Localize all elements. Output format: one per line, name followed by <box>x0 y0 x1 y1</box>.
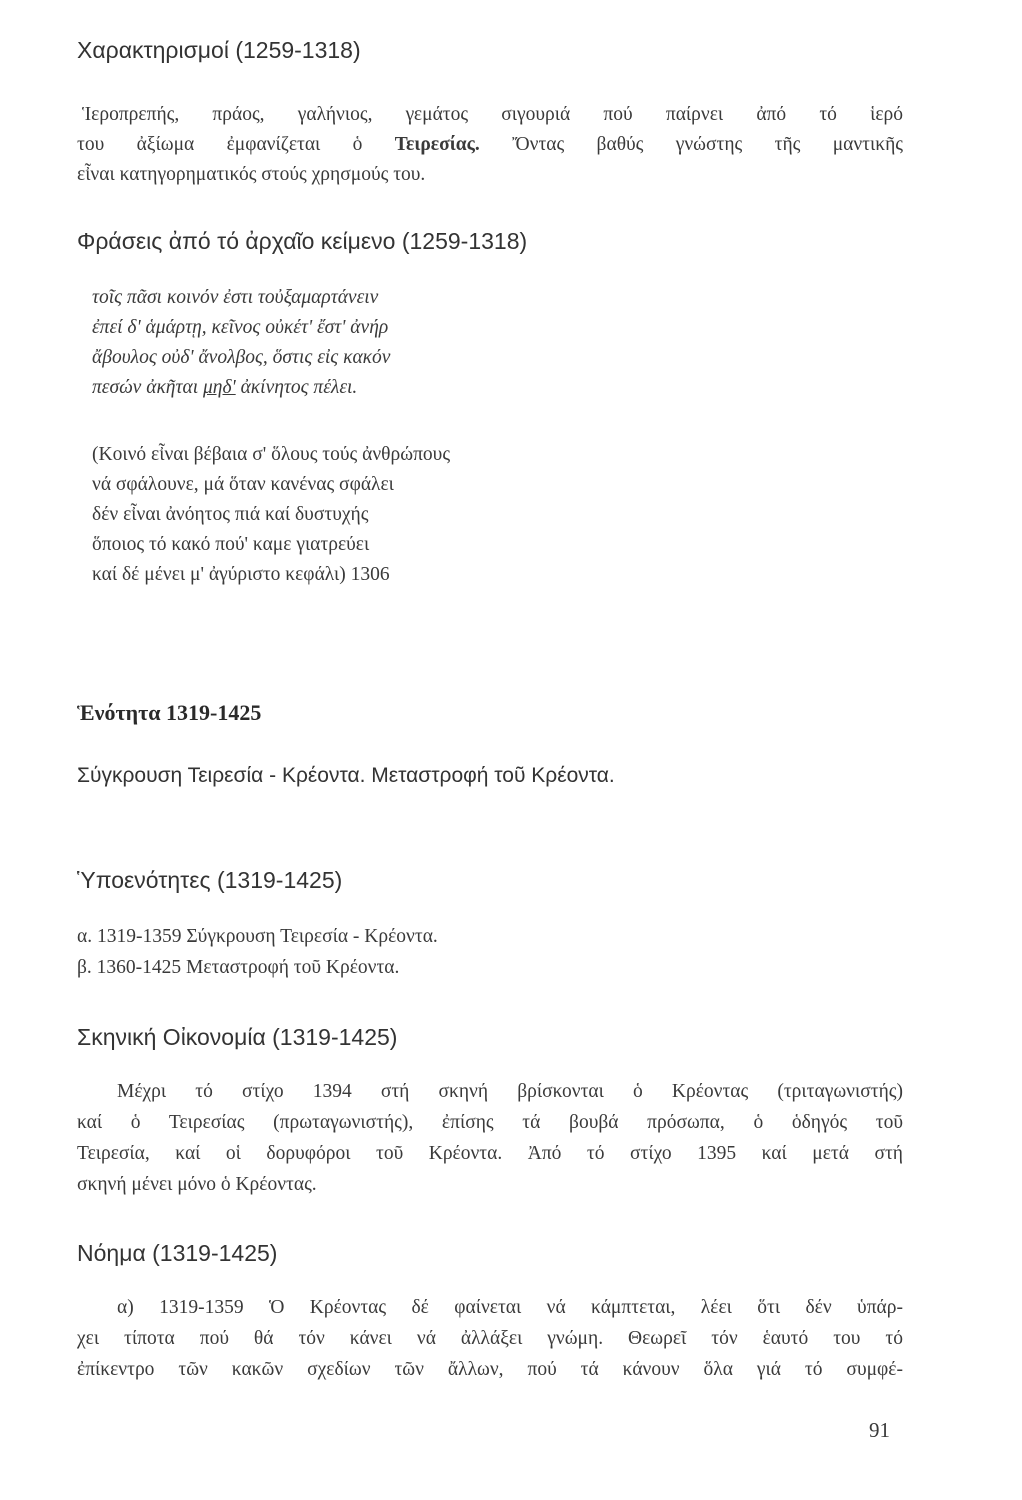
heading-phrases: Φράσεις ἀπό τό ἀρχαῖο κείμενο (1259-1318) <box>77 228 528 254</box>
meaning-line-1: α) 1319-1359 Ὁ Κρέοντας δέ φαίνεται νά κάμπτεται, λέει ὅτι δέν ὑπάρ- <box>117 1297 903 1318</box>
page-number: 91 <box>869 1418 890 1442</box>
section-summary: Σύγκρουση Τειρεσία - Κρέοντα. Μεταστροφή τοῦ Κρέοντα. <box>77 764 615 787</box>
characters-paragraph <box>77 100 903 190</box>
translation-text <box>92 440 450 590</box>
ancient-underlined-word: μηδ' <box>202 377 236 398</box>
stage-line-2: καί ὁ Τειρεσίας (πρωταγωνιστής), ἐπίσης τά βουβά πρόσωπα, ὁ ὁδηγός τοῦ <box>77 1112 903 1133</box>
stage-line-3: Τειρεσία, καί οἱ δορυφόροι τοῦ Κρέοντα. Ἀπό τό στίχο 1395 καί μετά στή <box>77 1143 903 1164</box>
characters-line-2a: του ἀξίωμα ἐμφανίζεται ὁ <box>77 134 363 155</box>
translation-line-2: νά σφάλουνε, μά ὅταν κανένας σφάλει <box>92 474 394 495</box>
heading-meaning: Νόημα (1319-1425) <box>77 1240 278 1266</box>
section-title: Ἑνότητα 1319-1425 <box>77 700 262 725</box>
characters-line-3: εἶναι κατηγορηματικός στούς χρησμούς του. <box>77 164 426 185</box>
ancient-line-4b: ἀκίνητος πέλει. <box>240 377 358 398</box>
characters-line-2b: Ὄντας βαθύς γνώστης τῆς μαντικῆς <box>512 134 904 155</box>
subunit-item-2: β. 1360-1425 Μεταστροφή τοῦ Κρέοντα. <box>77 957 400 978</box>
stage-line-4: σκηνή μένει μόνο ὁ Κρέοντας. <box>77 1174 317 1195</box>
stage-line-1: Μέχρι τό στίχο 1394 στή σκηνή βρίσκονται ὁ Κρέοντας (τριταγωνιστής) <box>117 1081 903 1102</box>
meaning-paragraph <box>77 1292 903 1385</box>
heading-characters: Χαρακτηρισμοί (1259-1318) <box>77 37 361 63</box>
heading-subunits: Ὑποενότητες (1319-1425) <box>77 867 343 893</box>
stage-paragraph <box>77 1076 903 1200</box>
translation-line-3: δέν εἶναι ἀνόητος πιά καί δυστυχής <box>92 504 369 525</box>
heading-stage: Σκηνική Οἰκονομία (1319-1425) <box>77 1024 398 1050</box>
meaning-line-3: ἐπίκεντρο τῶν κακῶν σχεδίων τῶν ἄλλων, πού τά κάνουν ὅλα γιά τό συμφέ- <box>77 1359 903 1380</box>
translation-line-5: καί δέ μένει μ' ἀγύριστο κεφάλι) 1306 <box>92 564 390 585</box>
characters-line-1: Ἱεροπρεπής, πράος, γαλήνιος, γεμάτος σιγουριά πού παίρνει ἀπό τό ἱερό <box>82 104 903 125</box>
ancient-line-1: τοῖς πᾶσι κοινόν ἐστι τοὐξαμαρτάνειν <box>92 287 379 308</box>
ancient-line-3: ἄβουλος οὐδ' ἄνολβος, ὅστις εἰς κακόν <box>92 347 391 368</box>
translation-line-4: ὅποιος τό κακό πού' καμε γιατρεύει <box>92 534 370 555</box>
ancient-line-4 <box>92 373 390 403</box>
characters-line-2 <box>77 130 903 160</box>
meaning-line-2: χει τίποτα πού θά τόν κάνει νά ἀλλάξει γνώμη. Θεωρεῖ τόν ἑαυτό του τό <box>77 1328 903 1349</box>
ancient-line-2: ἐπεί δ' ἁμάρτῃ, κεῖνος οὐκέτ' ἔστ' ἀνήρ <box>92 317 389 338</box>
character-name-tiresias: Τειρεσίας. <box>394 134 480 155</box>
translation-line-1: (Κοινό εἶναι βέβαια σ' ὅλους τούς ἀνθρώπους <box>92 444 451 465</box>
subunits-list <box>77 921 438 983</box>
ancient-line-4a: πεσών ἀκῆται <box>92 377 199 398</box>
subunit-item-1: α. 1319-1359 Σύγκρουση Τειρεσία - Κρέοντα. <box>77 926 438 947</box>
ancient-text <box>92 283 390 403</box>
